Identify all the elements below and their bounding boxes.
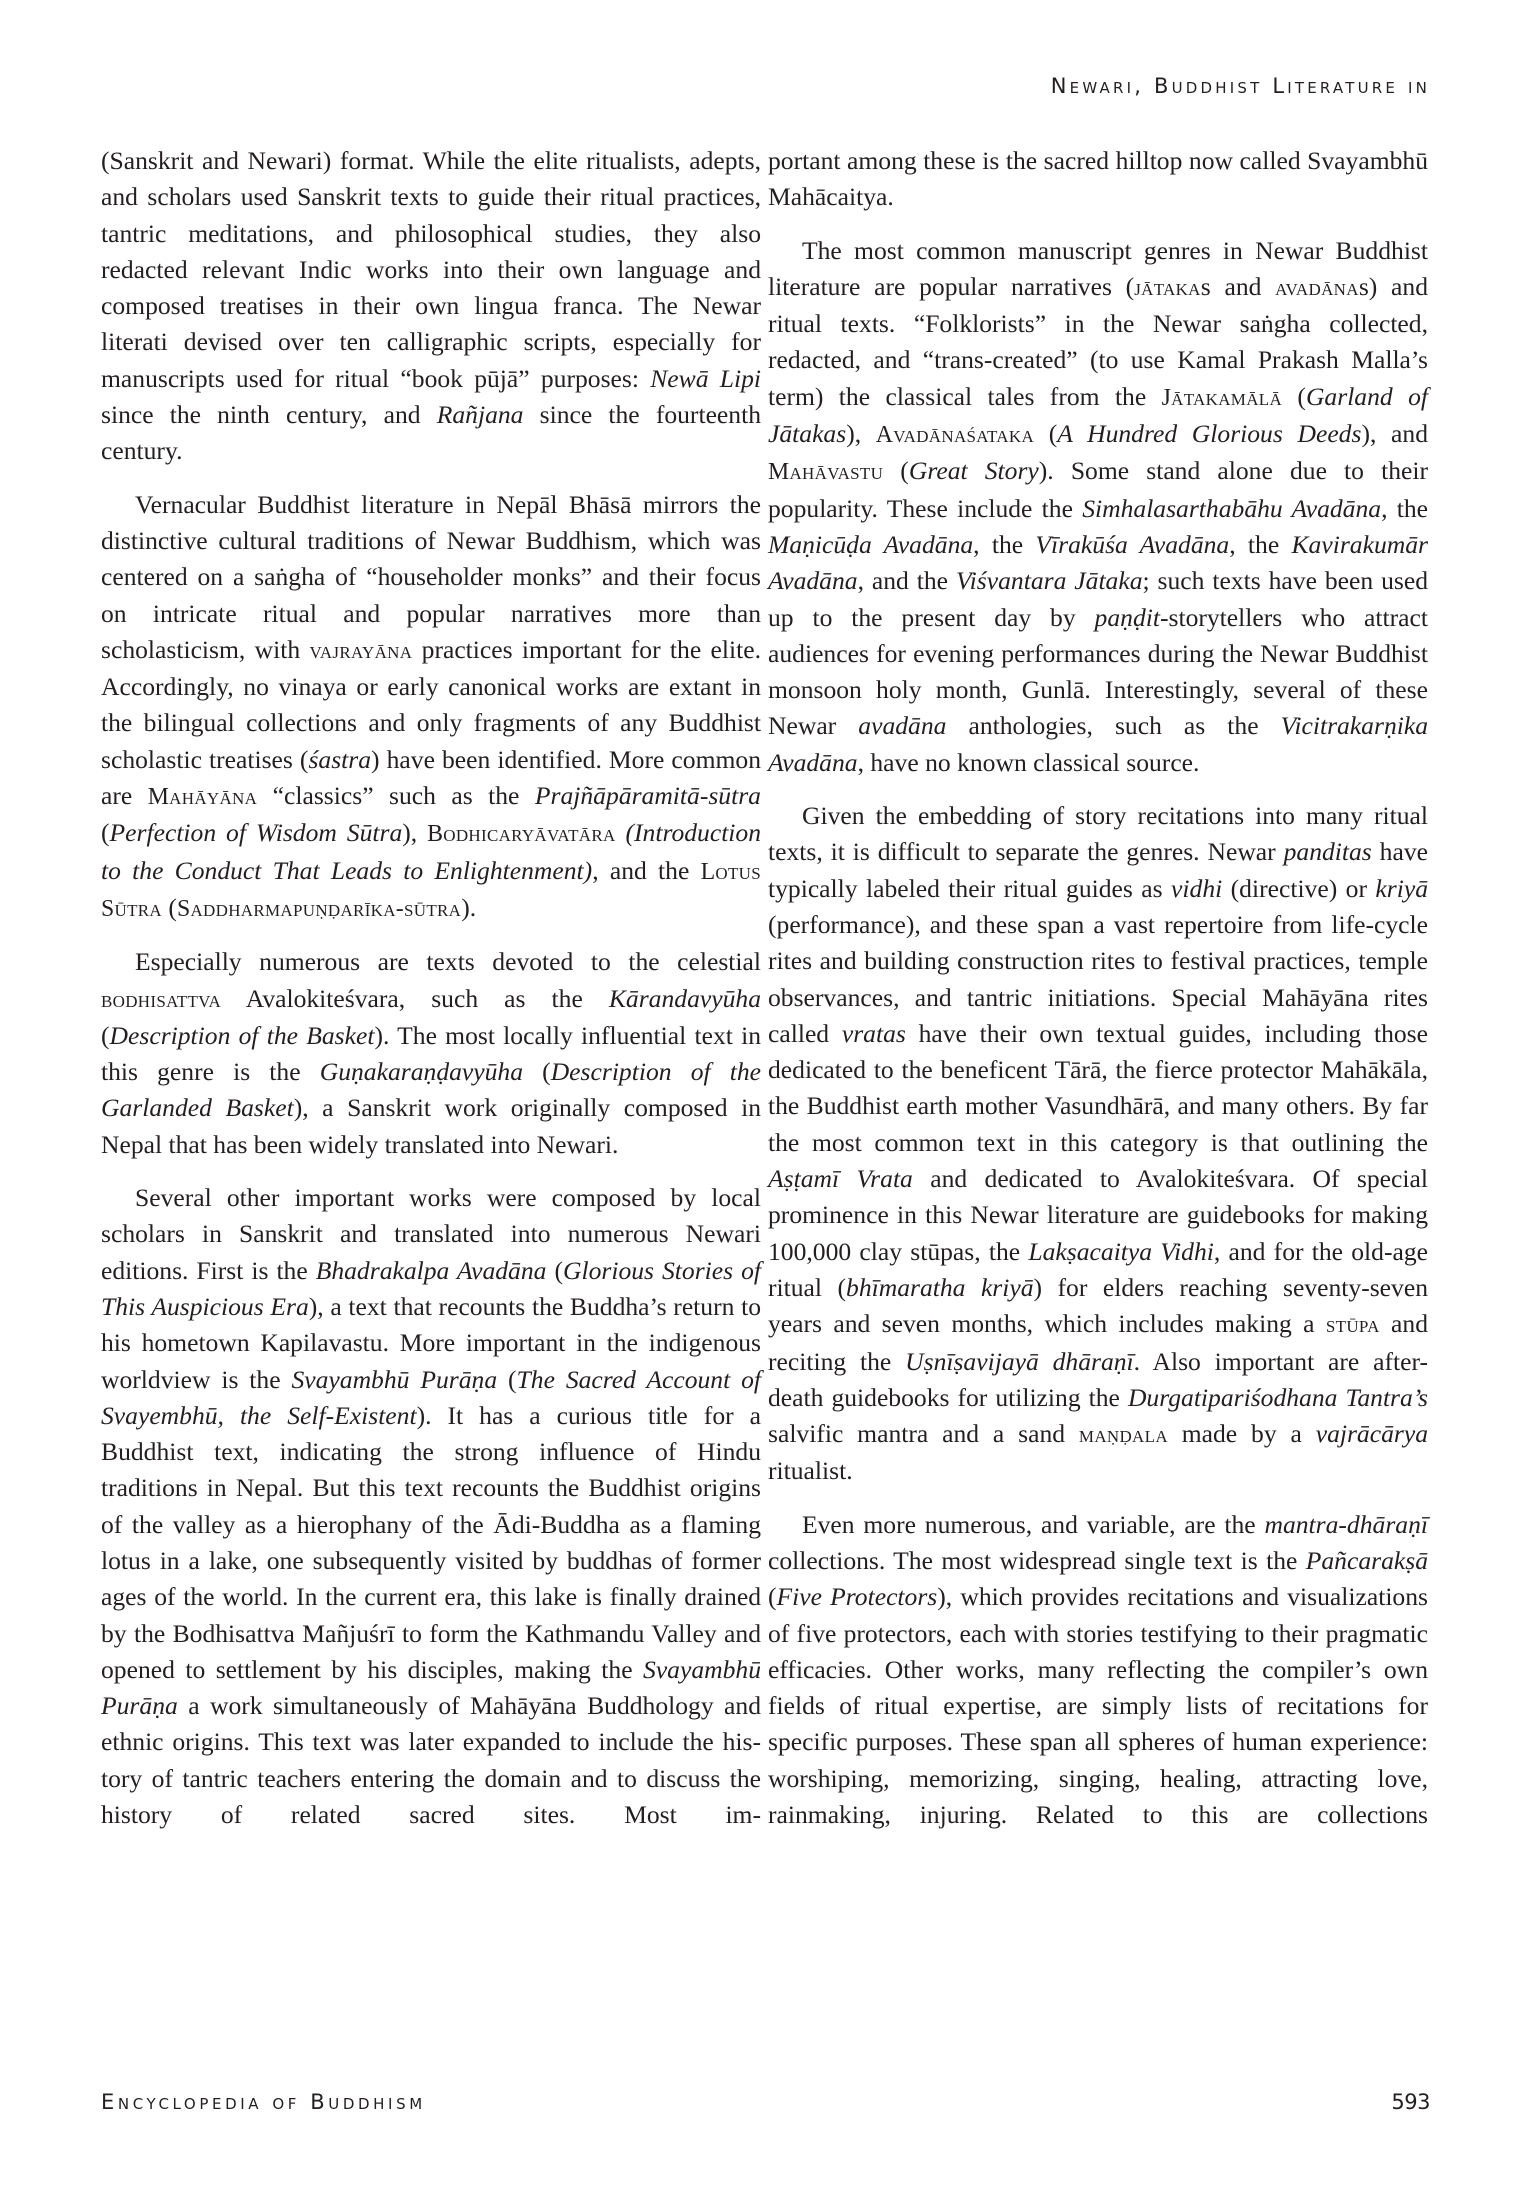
- text-run: , have no known classical source.: [857, 747, 1200, 777]
- text-run: Vernacular Buddhist literature in Nepāl Bhāsā mirrors the distinctive cultural traditions of Newar Buddhism, which was centered on a saṅgha of “householder monks” and their focus on intricate ritual and popular narratives more than scholasticism, with: [101, 489, 761, 664]
- text-run: [616, 818, 626, 847]
- text-run: anthologies, such as the: [946, 711, 1281, 741]
- cross-reference: Mahāyāna: [147, 784, 258, 811]
- cross-reference: Saddharmapuṇḍarīka-sūtra: [176, 895, 462, 922]
- cross-reference: jātaka: [1134, 274, 1201, 301]
- cross-reference: Jātakamālā: [1161, 384, 1283, 411]
- text-run: made by a: [1167, 1419, 1316, 1449]
- text-run: ), and: [1361, 419, 1428, 449]
- text-run: ritualist.: [768, 1456, 853, 1486]
- text-run: a work simultaneously of Mahāyāna Buddhology and ethnic origins. This text was later expanded to include the history of tantric teachers entering the domain and to discuss the history of related sacred sites. Most im-: [101, 1691, 761, 1830]
- cross-reference: bodhisattva: [101, 986, 222, 1013]
- italic-term: avadāna: [858, 711, 947, 741]
- italic-term: Maṇicūḍa Avadāna: [768, 529, 974, 559]
- italic-term: Kavirakumār Avadāna: [768, 529, 1428, 596]
- text-run: ), which provides recitations and visualizations of five protectors, each with stories testifying to their pragmatic efficacies. Other works, many reflecting the compiler’s own fields of ritual expertise, are simply lists of recitations for specific purposes. These span all spheres of human experience: worshiping, memorizing, singing, healing, attracting love, rainmaking, injuring. Related to this are collections: [768, 1582, 1428, 1830]
- italic-term: Newā Lipi: [650, 363, 762, 393]
- cross-reference: Mahāvastu: [768, 459, 884, 486]
- text-run: since the fourteenth century.: [101, 400, 761, 466]
- text-run: ) have been identified. More common are: [101, 744, 761, 811]
- italic-term: Vicitrakarṇika Avadāna: [768, 711, 1429, 777]
- italic-term: Guṇakaraṇḍavyūha: [319, 1057, 524, 1087]
- italic-term: kriyā: [1375, 873, 1428, 903]
- paragraph: [101, 143, 761, 470]
- italic-term: Great Story: [908, 456, 1039, 486]
- italic-term: mantra-dhāraṇī: [1264, 1509, 1428, 1539]
- italic-term: Aṣṭamī Vrata: [768, 1164, 913, 1194]
- italic-term: Simhalasarthabāhu Avadāna: [1082, 493, 1382, 523]
- text-run: ), a Sanskrit work originally composed in Nepal that has been widely translated into Newari.: [101, 1093, 761, 1159]
- italic-term: Vīrakūśa Avadāna: [1035, 529, 1230, 559]
- text-run: ). It has a curious title for a Buddhist text, indicating the strong influence of Hindu traditions in Nepal. But this text recounts the Buddhist origins of the valley as a hierophany of the Ādi-Buddha as a flaming lotus in a lake, one subsequently visited by buddhas of former ages of the world. In the current era, this lake is finally drained by the Bodhisattva Mañjuśrī to form the Kathmandu Valley and opened to settlement by his disciples, making the: [101, 1400, 762, 1684]
- text-run: salvific mantra and a sand: [768, 1419, 1079, 1449]
- cross-reference: vajrayāna: [309, 637, 413, 664]
- paragraph: [101, 1180, 761, 1833]
- paragraph: [101, 944, 761, 1163]
- text-run: Several other important works were composed by local scholars in Sanskrit and translated into numerous Newari editions. First is the: [101, 1183, 761, 1285]
- italic-term: Description of the Garlanded Basket: [101, 1057, 762, 1123]
- italic-term: Lakṣacaitya Vidhi: [1028, 1236, 1214, 1266]
- italic-term: Rañjana: [436, 400, 524, 430]
- italic-term: A Hundred Glorious Deeds: [1057, 419, 1362, 449]
- cross-reference: avadāna: [1275, 274, 1359, 301]
- text-run: ).: [461, 892, 477, 922]
- text-run: , and for the old-age ritual (: [768, 1236, 1428, 1302]
- italic-term: Viśvantara Jātaka: [955, 566, 1143, 596]
- italic-term: Perfection of Wisdom Sūtra: [109, 818, 403, 848]
- text-run: ). The most locally influential text in this genre is the: [101, 1020, 761, 1087]
- text-run: ). Some stand alone due to their popularity. These include the: [768, 456, 1429, 523]
- text-run: have their own textual guides, including those dedicated to the beneficent Tārā, the fierce protector Mahākāla, the Buddhist earth mother Vasundhārā, and many others. By far the most common text in this category is that outlining the: [768, 1018, 1428, 1157]
- text-run: “classics” such as the: [257, 781, 535, 811]
- italic-term: Svayambhū Purāṇa: [291, 1364, 498, 1394]
- text-run: , and the: [857, 566, 956, 596]
- italic-term: vidhi: [1171, 873, 1223, 903]
- italic-term: Glorious Stories of This Auspicious Era: [101, 1255, 761, 1321]
- text-run: , the: [1229, 529, 1292, 559]
- italic-term: vajrācārya: [1315, 1419, 1429, 1449]
- italic-term: Uṣnīṣavijayā dhāraṇī: [905, 1346, 1134, 1376]
- text-run: (: [162, 892, 177, 922]
- text-run: s and: [1200, 271, 1276, 301]
- paragraph: [768, 143, 1428, 216]
- italic-term: Description of the Basket: [109, 1020, 375, 1050]
- text-run: (: [497, 1364, 517, 1394]
- text-run: have typically labeled their ritual guides as: [768, 837, 1428, 903]
- italic-term: Svayambhū Purāṇa: [101, 1654, 761, 1721]
- text-run: Even more numerous, and variable, are the: [802, 1509, 1265, 1539]
- text-run: , the: [1381, 493, 1428, 523]
- italic-term: vratas: [841, 1018, 906, 1048]
- text-run: (: [768, 1582, 777, 1612]
- italic-term: Durgatipariśodhana Tantra’s: [1127, 1382, 1428, 1412]
- text-run: The most common manuscript genres in Newar Buddhist literature are popular narratives (: [768, 235, 1428, 301]
- text-run: collections. The most widespread single text is the: [768, 1545, 1306, 1575]
- text-run: (: [101, 1020, 110, 1050]
- italic-term: panditas: [1283, 837, 1372, 867]
- text-run: (: [101, 818, 110, 848]
- text-run: s) and ritual texts. “Folklorists” in the Newar saṅgha collected, redacted, and “trans-created” (to use Kamal Prakash Malla’s term) the classical tales from the: [768, 271, 1428, 411]
- italic-term: Kārandavyūha: [608, 983, 761, 1013]
- text-run: . Also important are after-death guidebooks for utilizing the: [768, 1346, 1429, 1412]
- running-head: Newari, Buddhist Literature in: [1050, 74, 1430, 98]
- text-run: (: [1282, 381, 1306, 411]
- italic-term: The Sacred Account of Svayembhū, the Self-Existent: [101, 1364, 762, 1430]
- text-run: and reciting the: [768, 1309, 1428, 1376]
- text-run: ),: [846, 419, 876, 449]
- cross-reference: maṇḍala: [1078, 1422, 1168, 1449]
- text-run: practices important for the elite. Accordingly, no vinaya or early canonical works are extant in the bilingual collections and only fragments of any Buddhist scholastic treatises (: [101, 634, 761, 774]
- text-run: (Sanskrit and Newari) format. While the elite ritualists, adepts, and scholars used Sanskrit texts to guide their ritual practices, tantric meditations, and philosophical studies, they also redacted relevant Indic works into their own language and composed treatises in their own lingua franca. The Newar literati devised over ten calligraphic scripts, especially for manuscripts used for ritual “book pūjā” purposes:: [101, 146, 761, 393]
- publication-title: Encyclopedia of Buddhism: [101, 2090, 426, 2114]
- paragraph: [101, 487, 761, 928]
- text-run: (performance), and these span a vast repertoire from life-cycle rites and building construction rites to festival practices, temple observances, and tantric initiations. Special Mahāyāna rites called: [768, 909, 1428, 1048]
- italic-term: śastra: [308, 744, 372, 774]
- text-run: Avalokiteśvara, such as the: [221, 983, 609, 1013]
- italic-term: bhīmaratha kriyā: [846, 1272, 1034, 1302]
- text-run: and dedicated to Avalokiteśvara. Of special prominence in this Newar literature are guidebooks for making 100,000 clay stūpas, the: [768, 1164, 1428, 1266]
- text-run: (directive) or: [1222, 873, 1376, 903]
- text-run: , the: [973, 529, 1036, 559]
- text-run: ) for elders reaching seventy-seven years and seven months, which includes making a: [768, 1272, 1428, 1339]
- text-run: portant among these is the sacred hilltop now called Svayambhū Mahācaitya.: [768, 146, 1428, 212]
- cross-reference: Lotus Sūtra: [101, 858, 761, 922]
- italic-term: paṇḍit: [1094, 602, 1160, 632]
- page-number: 593: [1391, 2090, 1430, 2114]
- italic-term: Prajñāpāramitā-sūtra: [534, 781, 761, 811]
- left-column: [101, 143, 761, 1833]
- cross-reference: stūpa: [1325, 1312, 1380, 1339]
- page-footer: [101, 2090, 1430, 2120]
- text-run: (: [883, 456, 909, 486]
- text-run: ; such texts have been used up to the present day by: [768, 566, 1428, 632]
- paragraph: [768, 798, 1428, 1490]
- right-column: [768, 143, 1428, 1833]
- text-run: Given the embedding of story recitations into many ritual texts, it is difficult to separate the genres. Newar: [768, 801, 1428, 867]
- italic-term: Bhadrakalpa Avadāna: [315, 1255, 547, 1285]
- paragraph: [768, 1507, 1428, 1834]
- text-run: (: [1034, 419, 1058, 449]
- italic-term: Garland of Jātakas: [768, 381, 1428, 449]
- text-run: , and the: [592, 855, 701, 885]
- italic-term: Five Protectors: [776, 1582, 938, 1612]
- cross-reference: Avadānaśataka: [875, 422, 1035, 449]
- text-run: -storytellers who attract audiences for evening performances during the Newar Buddhist monsoon holy month, Gunlā. Interestingly, several of these Newar: [768, 602, 1428, 741]
- text-run: (: [546, 1255, 563, 1285]
- text-run: (: [523, 1057, 551, 1087]
- paragraph: [768, 233, 1428, 781]
- text-run: ),: [402, 818, 428, 848]
- text-run: since the ninth century, and: [101, 400, 437, 430]
- italic-term: (Introduction to the Conduct That Leads to Enlightenment): [101, 818, 762, 885]
- text-run: ), a text that recounts the Buddha’s return to his hometown Kapilavastu. More important in the indigenous worldview is the: [101, 1291, 762, 1394]
- italic-term: Pañcarakṣā: [1305, 1545, 1428, 1575]
- text-run: Especially numerous are texts devoted to the celestial: [135, 947, 761, 977]
- cross-reference: Bodhicaryāvatāra: [427, 821, 616, 848]
